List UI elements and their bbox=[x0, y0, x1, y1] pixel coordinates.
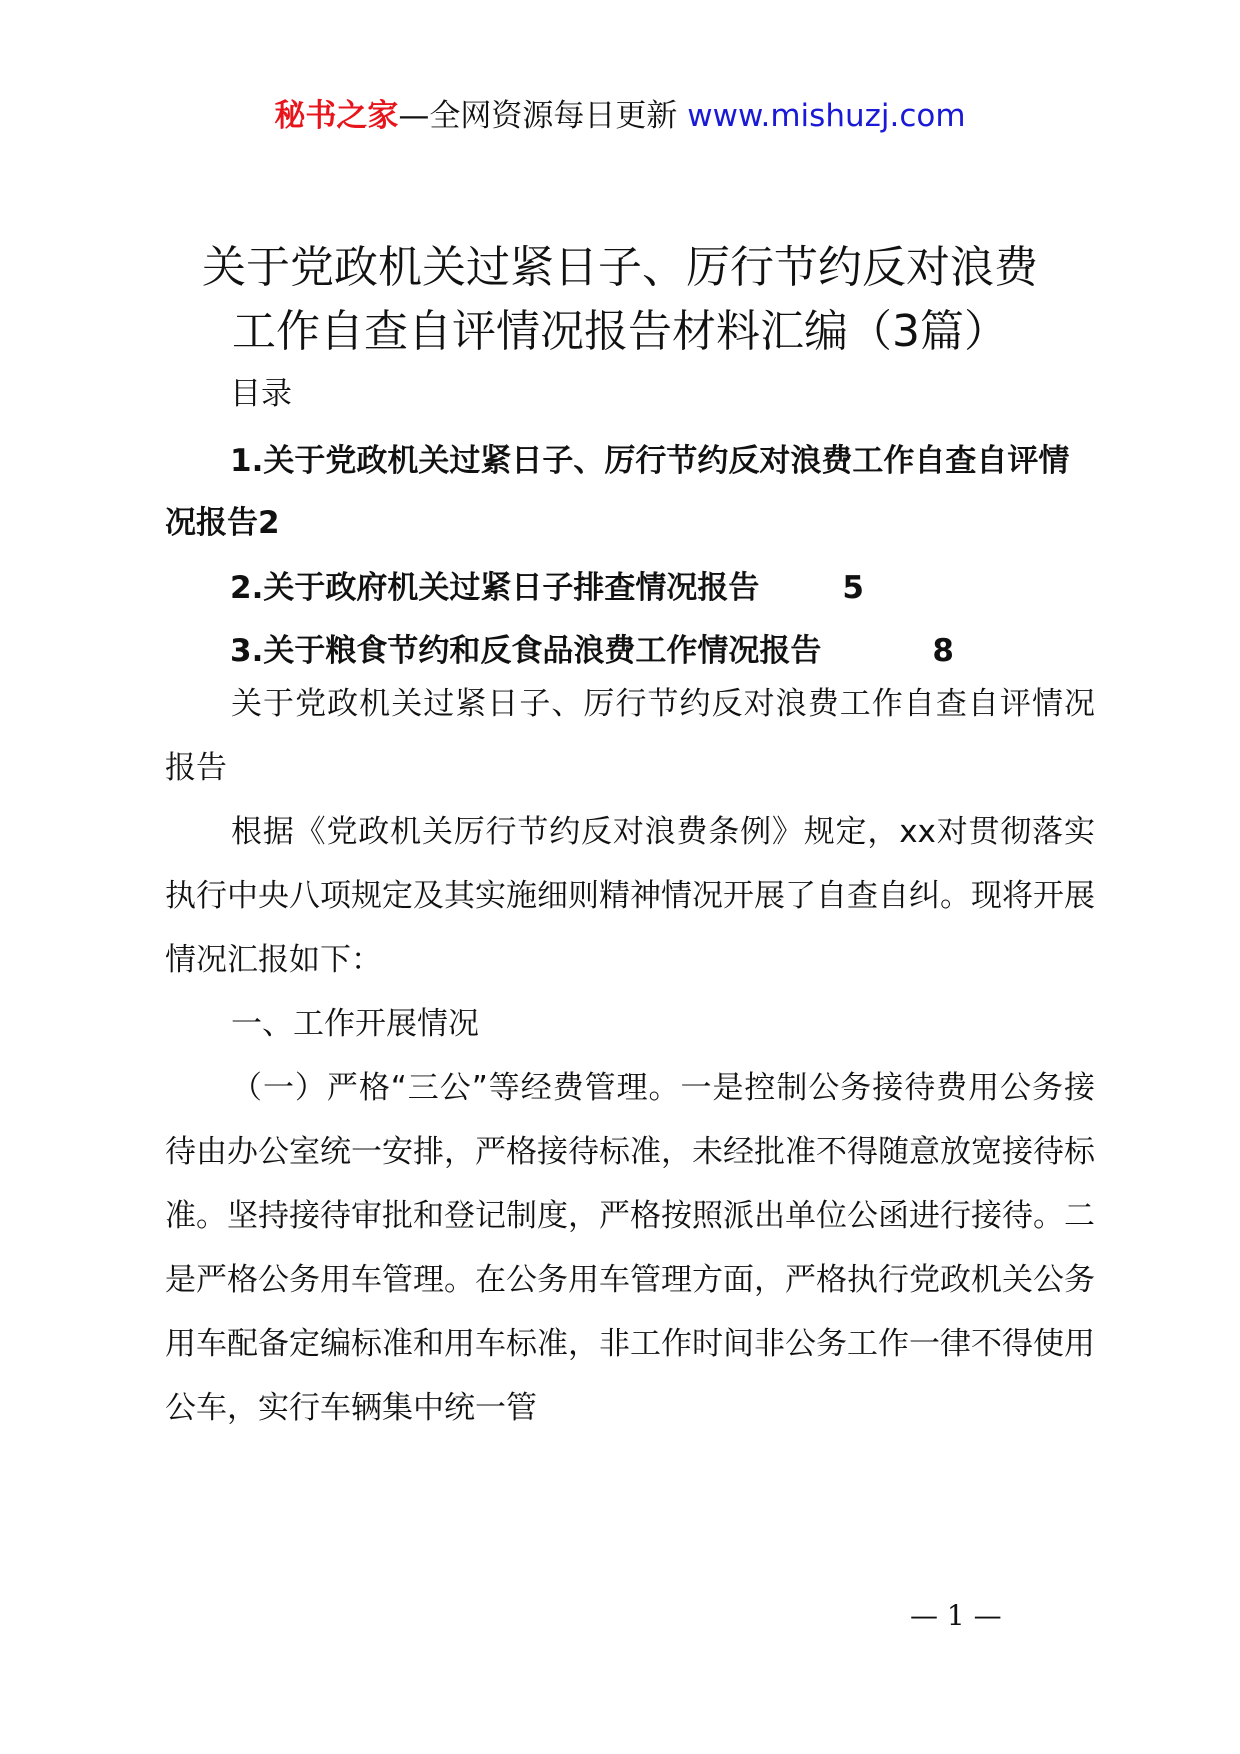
toc-heading: 目录 bbox=[230, 376, 292, 412]
toc-item-page: 2 bbox=[258, 505, 280, 541]
article-body bbox=[165, 672, 1095, 1440]
section-heading: 一、工作开展情况 bbox=[231, 1006, 479, 1042]
document-title-line-1: 关于党政机关过紧日子、厉行节约反对浪费 bbox=[202, 242, 1038, 293]
banner-url-link[interactable]: www.mishuzj.com bbox=[687, 98, 966, 134]
toc-item-text: 2.关于政府机关过紧日子排查情况报告 bbox=[230, 570, 760, 606]
toc-item-text: 3.关于粮食节约和反食品浪费工作情况报告 bbox=[230, 633, 822, 669]
toc-item-page: 5 bbox=[842, 570, 864, 606]
article-paragraph: （一）严格“三公”等经费管理。一是控制公务接待费用公务接待由办公室统一安排，严格接待标准，未经批准不得随意放宽接待标准。坚持接待审批和登记制度，严格按照派出单位公函进行接待。二是严格公务用车管理。在公务用车管理方面，严格执行党政机关公务用车配备定编标准和用车标准，非工作时间非公务工作一律不得使用公车，实行车辆集中统一管 bbox=[165, 1070, 1095, 1426]
banner-slogan: —全网资源每日更新 bbox=[398, 98, 688, 134]
article-intro-paragraph: 根据《党政机关厉行节约反对浪费条例》规定，xx对贯彻落实执行中央八项规定及其实施细则精神情况开展了自查自纠。现将开展情况汇报如下： bbox=[165, 814, 1095, 978]
article-title: 关于党政机关过紧日子、厉行节约反对浪费工作自查自评情况报告 bbox=[165, 686, 1095, 786]
toc-item-page: 8 bbox=[932, 633, 954, 669]
page-number: — 1 — bbox=[910, 1599, 1002, 1632]
toc-item-1[interactable] bbox=[165, 430, 1095, 554]
site-banner bbox=[0, 96, 1240, 136]
toc-item-text: 1.关于党政机关过紧日子、厉行节约反对浪费工作自查自评情况报告 bbox=[165, 443, 1070, 541]
banner-brand: 秘书之家 bbox=[274, 98, 399, 134]
toc-item-2[interactable] bbox=[165, 557, 1095, 619]
document-title-line-2: 工作自查自评情况报告材料汇编（3篇） bbox=[232, 306, 1008, 357]
